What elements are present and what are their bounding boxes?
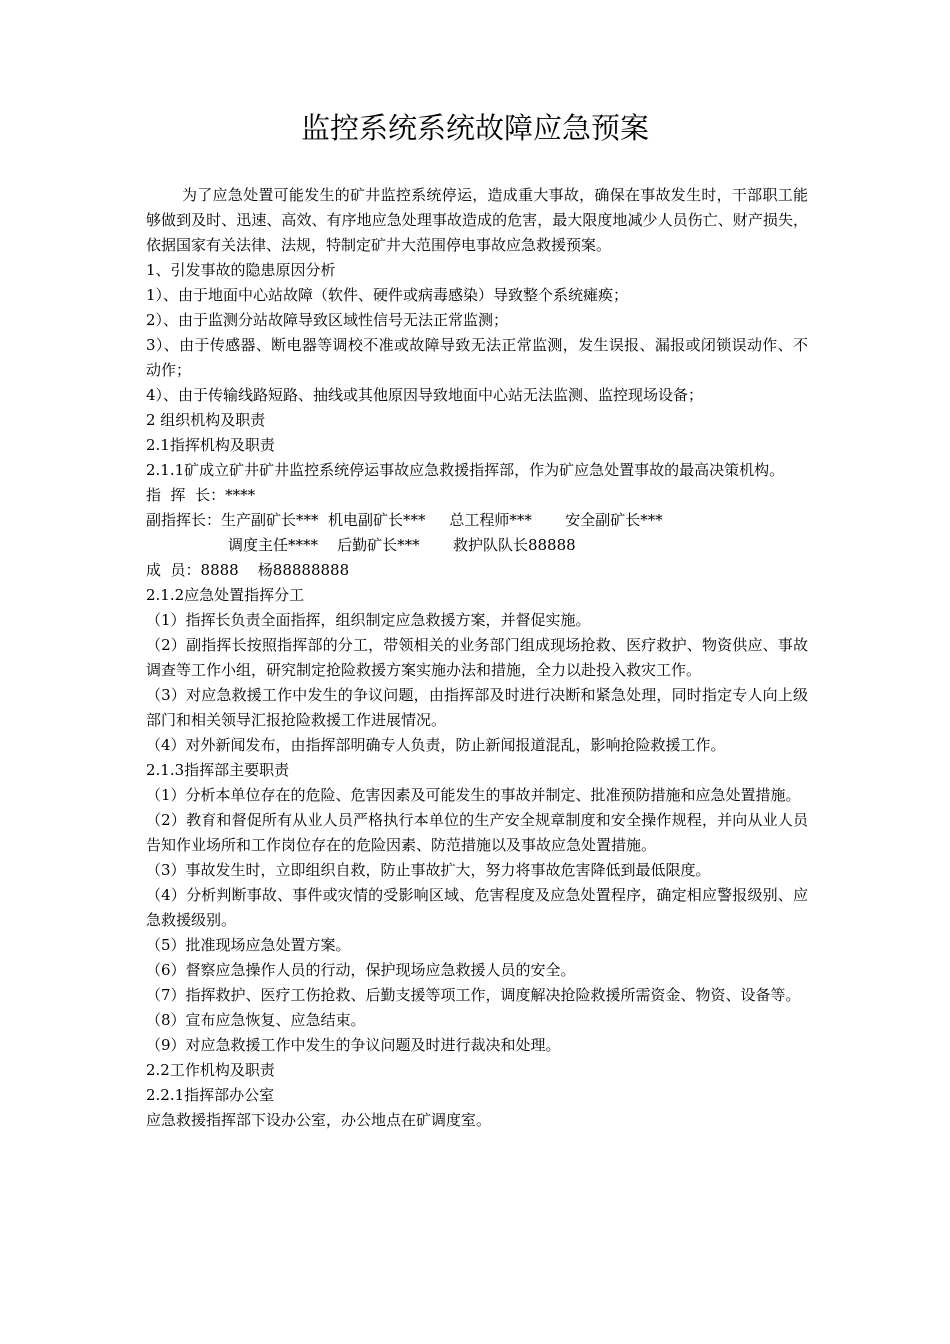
subsection-heading: 2.1指挥机构及职责 <box>146 436 275 454</box>
roster-members: 成 员：8888 杨88888888 <box>146 561 350 579</box>
list-item: （3）对应急救援工作中发生的争议问题，由指挥部及时进行决断和紧急处理，同时指定专人向上级部门和相关领导汇报抢险救援工作进展情况。 <box>146 686 808 729</box>
subsection-heading: 2.2.1指挥部办公室 <box>146 1086 275 1104</box>
section-heading: 1、引发事故的隐患原因分析 <box>146 261 336 279</box>
list-item: 2）、由于监测分站故障导致区域性信号无法正常监测； <box>146 311 509 329</box>
list-item: （6）督察应急操作人员的行动，保护现场应急救援人员的安全。 <box>146 961 576 979</box>
intro-paragraph: 为了应急处置可能发生的矿井监控系统停运，造成重大事故，确保在事故发生时，干部职工能够做到及时、迅速、高效、有序地应急处理事故造成的危害，最大限度地减少人员伤亡、财产损失，依据国家有关法律、法规，特制定矿井大范围停电事故应急救援预案。 <box>146 186 808 254</box>
list-item: （2）副指挥长按照指挥部的分工，带领相关的业务部门组成现场抢救、医疗救护、物资供应、事故调查等工作小组，研究制定抢险救援方案实施办法和措施，全力以赴投入救灾工作。 <box>146 636 808 679</box>
list-item: 3）、由于传感器、断电器等调校不准或故障导致无法正常监测，发生误报、漏报或闭锁误动作、不动作； <box>146 336 808 379</box>
list-item: （4）分析判断事故、事件或灾情的受影响区域、危害程度及应急处置程序，确定相应警报级别、应急救援级别。 <box>146 886 808 929</box>
list-item: （8）宣布应急恢复、应急结束。 <box>146 1011 366 1029</box>
document-title: 监控系统系统故障应急预案 <box>300 111 649 145</box>
roster-deputy-line2: 调度主任**** 后勤矿长*** 救护队队长88888 <box>228 536 576 554</box>
list-item: （1）指挥长负责全面指挥，组织制定应急救援方案，并督促实施。 <box>146 611 591 629</box>
list-item: （9）对应急救援工作中发生的争议问题及时进行裁决和处理。 <box>146 1036 561 1054</box>
section-heading: 2 组织机构及职责 <box>146 411 266 429</box>
list-item: （4）对外新闻发布，由指挥部明确专人负责，防止新闻报道混乱，影响抢险救援工作。 <box>146 736 726 754</box>
list-item: （7）指挥救护、医疗工伤抢救、后勤支援等项工作，调度解决抢险救援所需资金、物资、设备等。 <box>146 986 801 1004</box>
list-item: 4）、由于传输线路短路、抽线或其他原因导致地面中心站无法监测、监控现场设备； <box>146 386 704 404</box>
roster-commander: 指 挥 长：**** <box>146 486 256 504</box>
paragraph: 2.1.1矿成立矿井矿井监控系统停运事故应急救援指挥部，作为矿应急处置事故的最高决策机构。 <box>146 461 785 479</box>
section-heading: 2.2工作机构及职责 <box>146 1061 275 1079</box>
list-item: （5）批准现场应急处置方案。 <box>146 936 351 954</box>
list-item: （1）分析本单位存在的危险、危害因素及可能发生的事故并制定、批准预防措施和应急处置措施。 <box>146 786 801 804</box>
list-item: （3）事故发生时，立即组织自救，防止事故扩大，努力将事故危害降低到最低限度。 <box>146 861 711 879</box>
roster-deputy-line1: 副指挥长：生产副矿长*** 机电副矿长*** 总工程师*** 安全副矿长*** <box>146 511 663 529</box>
paragraph: 应急救援指挥部下设办公室，办公地点在矿调度室。 <box>146 1111 492 1129</box>
list-item: （2）教育和督促所有从业人员严格执行本单位的生产安全规章制度和安全操作规程，并向从业人员告知作业场所和工作岗位存在的危险因素、防范措施以及事故应急处置措施。 <box>146 811 808 854</box>
document-body <box>146 183 808 1133</box>
subsection-heading: 2.1.2应急处置指挥分工 <box>146 586 305 604</box>
list-item: 1）、由于地面中心站故障（软件、硬件或病毒感染）导致整个系统瘫痪； <box>146 286 629 304</box>
subsection-heading: 2.1.3指挥部主要职责 <box>146 761 290 779</box>
